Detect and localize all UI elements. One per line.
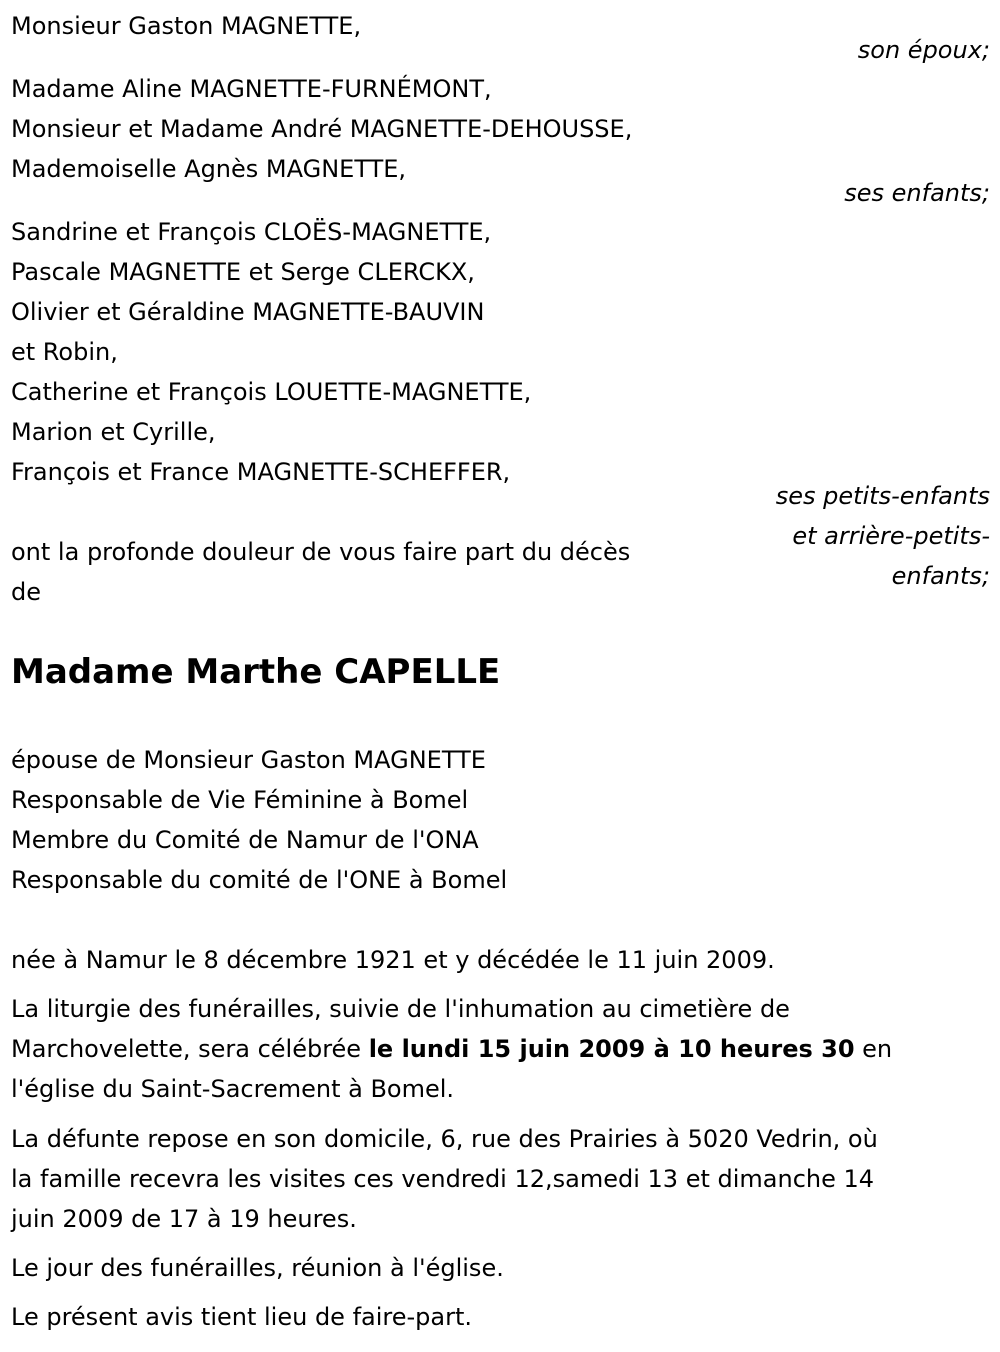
family-line: Monsieur et Madame André MAGNETTE-DEHOUSSE,	[11, 115, 633, 143]
relation-label: enfants;	[891, 562, 990, 590]
liturgy-line: l'église du Saint-Sacrement à Bomel.	[11, 1075, 455, 1103]
relation-label: ses petits-enfants	[775, 482, 990, 510]
visits-line: La défunte repose en son domicile, 6, rue des Prairies à 5020 Vedrin, où	[11, 1125, 878, 1153]
funeral-datetime: le lundi 15 juin 2009 à 10 heures 30	[368, 1035, 855, 1063]
meeting-line: Le jour des funérailles, réunion à l'église.	[11, 1254, 504, 1282]
detail-line: Membre du Comité de Namur de l'ONA	[11, 826, 479, 854]
announcement-line: ont la profonde douleur de vous faire part du décès	[11, 538, 631, 566]
family-line: Mademoiselle Agnès MAGNETTE,	[11, 155, 407, 183]
family-line: Sandrine et François CLOËS-MAGNETTE,	[11, 218, 492, 246]
liturgy-text: Marchovelette, sera célébrée	[11, 1035, 369, 1063]
visits-line: la famille recevra les visites ces vendredi 12,samedi 13 et dimanche 14	[11, 1165, 875, 1193]
family-line: Catherine et François LOUETTE-MAGNETTE,	[11, 378, 532, 406]
family-line: Monsieur Gaston MAGNETTE,	[11, 12, 362, 40]
liturgy-text: en	[854, 1035, 893, 1063]
detail-line: Responsable du comité de l'ONE à Bomel	[11, 866, 508, 894]
announcement-line: de	[11, 578, 41, 606]
notice-line: Le présent avis tient lieu de faire-part.	[11, 1303, 473, 1331]
relation-label: son époux;	[857, 36, 990, 64]
relation-label: ses enfants;	[844, 179, 990, 207]
family-line: Pascale MAGNETTE et Serge CLERCKX,	[11, 258, 475, 286]
liturgy-line: La liturgie des funérailles, suivie de l'inhumation au cimetière de	[11, 995, 790, 1023]
family-line: Madame Aline MAGNETTE-FURNÉMONT,	[11, 75, 492, 103]
relation-label: et arrière-petits-	[792, 522, 990, 550]
family-line: et Robin,	[11, 338, 118, 366]
detail-line: épouse de Monsieur Gaston MAGNETTE	[11, 746, 486, 774]
detail-line: Responsable de Vie Féminine à Bomel	[11, 786, 469, 814]
family-line: Marion et Cyrille,	[11, 418, 216, 446]
liturgy-line	[11, 1029, 892, 1069]
birth-death-line: née à Namur le 8 décembre 1921 et y décédée le 11 juin 2009.	[11, 946, 775, 974]
family-line: François et France MAGNETTE-SCHEFFER,	[11, 458, 511, 486]
family-line: Olivier et Géraldine MAGNETTE-BAUVIN	[11, 298, 485, 326]
deceased-name: Madame Marthe CAPELLE	[11, 652, 501, 692]
visits-line: juin 2009 de 17 à 19 heures.	[11, 1205, 357, 1233]
